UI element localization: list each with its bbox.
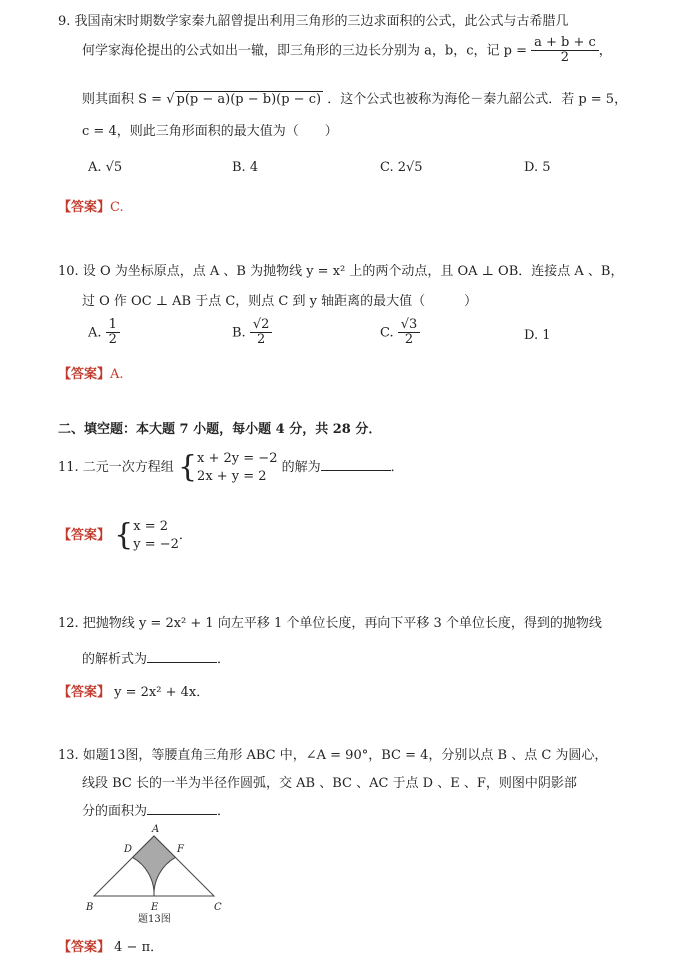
label-c: C xyxy=(214,902,222,913)
q11-post: 的解为 xyxy=(281,460,321,476)
q9-line3-text: 则其面积 S = xyxy=(82,92,163,107)
q10-option-a-den: 2 xyxy=(108,332,117,348)
q9-answer-tag: 【答案】 xyxy=(58,200,111,215)
q13-line1: 13. 如题13图，等腰直角三角形 ABC 中，∠A = 90°，BC = 4，分别以点 B 、点 C 为圆心， xyxy=(58,748,608,763)
q10-option-a-label: A. xyxy=(88,325,102,341)
label-a: A xyxy=(152,824,160,835)
q11-answer-y: y = −2 xyxy=(133,536,179,552)
q11-system xyxy=(197,450,277,485)
q13-blank xyxy=(147,802,217,815)
q11-brace: { xyxy=(177,449,198,485)
q13-figure xyxy=(80,820,240,932)
q9-line3-tail: ．这个公式也被称为海伦－秦九韶公式．若 p = 5， xyxy=(327,92,628,107)
q13-answer-value: 4 − π． xyxy=(114,940,164,955)
q10-answer-value: A. xyxy=(110,367,124,382)
q11-answer-end: ． xyxy=(178,528,192,544)
q11-end: ． xyxy=(390,460,404,476)
q13-answer xyxy=(58,936,163,955)
q10-option-b-label: B. xyxy=(232,325,246,341)
q9-answer xyxy=(58,196,124,215)
q9-option-d: D. 5 xyxy=(524,160,551,175)
q12-line2-end: ． xyxy=(217,652,231,667)
q10-answer-tag: 【答案】 xyxy=(58,367,111,382)
q11-answer-system xyxy=(133,518,179,553)
q12-answer xyxy=(58,681,209,700)
q10-option-b xyxy=(232,318,272,348)
q12-answer-tag: 【答案】 xyxy=(58,685,111,700)
q9-answer-value: C. xyxy=(110,200,124,215)
q13-line3-end: ． xyxy=(217,804,231,819)
q10-option-a xyxy=(88,318,120,348)
q9-line3: 则其面积 S = √ p(p − a)(p − b)(p − c) ．这个公式也被称为海伦－秦九韶公式．若 p = 5， xyxy=(82,92,628,107)
q9-line2: 何学家海伦提出的公式如出一辙，即三角形的三边长分别为 a，b，c，记 p = $\frac{a + b + c}{2}$ ， xyxy=(82,35,612,66)
q10-option-a-num: 1 xyxy=(106,318,120,333)
q11-blank xyxy=(321,458,391,471)
q10-option-c-den: 2 xyxy=(404,332,414,348)
label-f: F xyxy=(177,844,184,855)
q10-option-c-num: √3 xyxy=(398,318,421,333)
q13-line3 xyxy=(82,800,230,819)
q13-line2: 线段 BC 长的一半为半径作圆弧，交 AB 、BC 、AC 于点 D 、E 、F，则图中阴影部 xyxy=(82,776,577,791)
q11-eq2: 2x + y = 2 xyxy=(197,468,267,484)
q11-eq1: x + 2y = −2 xyxy=(197,451,278,466)
q10-option-b-num: √2 xyxy=(250,318,273,333)
q11-line xyxy=(58,450,404,485)
q10-option-a-fraction xyxy=(106,318,120,348)
q10-option-b-fraction xyxy=(250,318,273,348)
q9-option-b: B. 4 xyxy=(232,160,259,175)
section-heading: 二、填空题：本大题 7 小题，每小题 4 分，共 28 分． xyxy=(58,422,382,437)
q13-answer-tag: 【答案】 xyxy=(58,940,111,955)
shaded-region xyxy=(133,836,176,896)
q12-line1: 12. 把抛物线 y = 2x² + 1 向左平移 1 个单位长度，再向下平移 3 个单位长度，得到的抛物线 xyxy=(58,616,602,631)
q9-option-a: A. √5 xyxy=(88,160,123,175)
q9-p-fraction xyxy=(531,36,599,66)
q13-line3-text: 分的面积为 xyxy=(82,804,148,819)
q11-answer xyxy=(58,518,192,553)
q12-answer-value: y = 2x² + 4x． xyxy=(114,685,210,700)
q9-line4: c = 4，则此三角形面积的最大值为（ ） xyxy=(82,124,338,139)
q11-answer-brace: { xyxy=(114,517,134,553)
label-e: E xyxy=(151,902,159,913)
q11-answer-x: x = 2 xyxy=(133,519,169,534)
q12-line2 xyxy=(82,648,230,667)
q9-line1: 9. 我国南宋时期数学家秦九韶曾提出利用三角形的三边求面积的公式，此公式与古希腊几 xyxy=(58,14,569,29)
q9-p-numerator: a + b + c xyxy=(531,36,599,51)
q10-option-c xyxy=(380,318,420,348)
q10-answer xyxy=(58,363,124,382)
q10-line1: 10. 设 O 为坐标原点，点 A 、B 为抛物线 y = x² 上的两个动点，且 OA ⊥ OB．连接点 A 、B， xyxy=(58,264,624,279)
label-b: B xyxy=(86,902,94,913)
figure-caption: 题13图 xyxy=(138,914,171,925)
q11-answer-tag: 【答案】 xyxy=(58,528,111,544)
q10-option-c-label: C. xyxy=(380,325,394,341)
q12-line2-text: 的解析式为 xyxy=(82,652,148,667)
q9-line2-text: 何学家海伦提出的公式如出一辙，即三角形的三边长分别为 a，b，c，记 p = xyxy=(82,43,527,59)
label-d: D xyxy=(124,844,133,855)
q9-option-c: C. 2√5 xyxy=(380,160,423,175)
q9-area-formula: p(p − a)(p − b)(p − c) xyxy=(176,92,322,107)
q10-option-c-fraction xyxy=(398,318,421,348)
q10-option-b-den: 2 xyxy=(256,332,266,348)
q10-option-d: D. 1 xyxy=(524,328,551,343)
q10-line2: 过 O 作 OC ⊥ AB 于点 C，则点 C 到 y 轴距离的最大值（ ） xyxy=(82,294,478,309)
q11-text: 11. 二元一次方程组 xyxy=(58,460,174,476)
q12-blank xyxy=(147,650,217,663)
q9-p-denominator: 2 xyxy=(560,50,570,66)
